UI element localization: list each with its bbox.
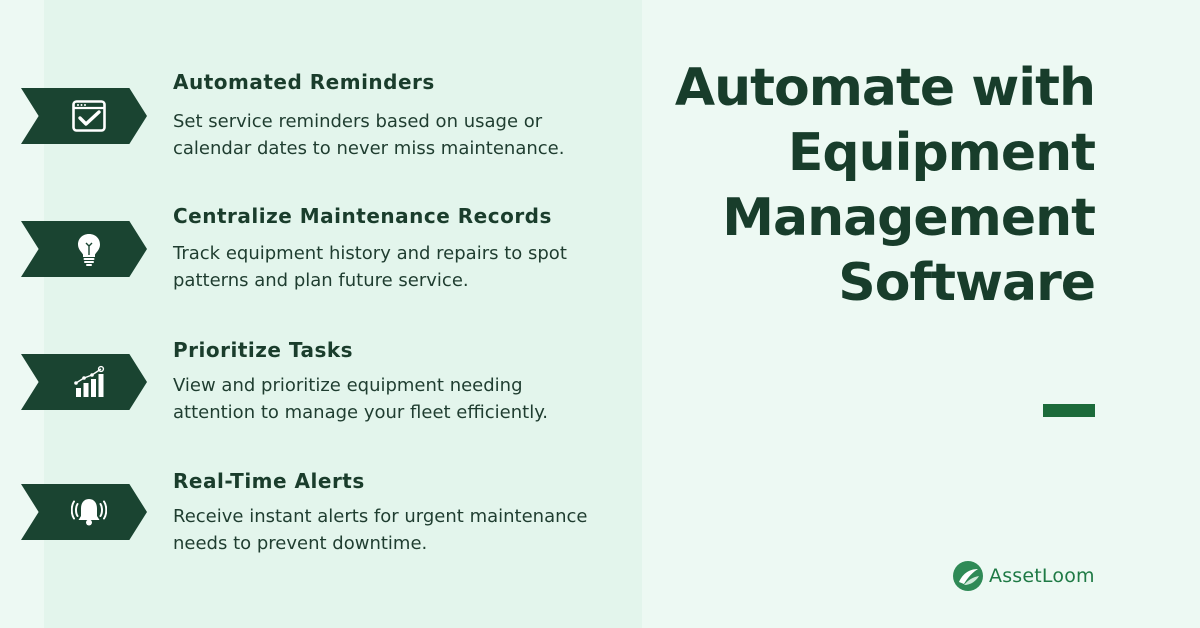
- feature-title: Automated Reminders: [173, 70, 435, 94]
- feature-description: [173, 108, 613, 162]
- feature-title: Real-Time Alerts: [173, 469, 365, 493]
- feature-description: [173, 240, 613, 294]
- feature-badge: [21, 354, 147, 410]
- page-title: [575, 56, 1095, 316]
- feature-description-line: calendar dates to never miss maintenance.: [173, 138, 565, 159]
- feature-title: Centralize Maintenance Records: [173, 204, 552, 228]
- feature-description-line: needs to prevent downtime.: [173, 533, 428, 554]
- feature-title: Prioritize Tasks: [173, 338, 354, 362]
- growth-chart-icon: [71, 364, 107, 400]
- feature-description-line: Receive instant alerts for urgent maintenance: [173, 506, 588, 527]
- feature-description-line: View and prioritize equipment needing: [173, 375, 523, 396]
- page-title-line: Software: [838, 253, 1095, 313]
- calendar-check-icon: [71, 98, 107, 134]
- feature-badge: [21, 221, 147, 277]
- bell-alert-icon: [71, 494, 107, 530]
- feature-description: [173, 503, 613, 557]
- page-title-line: Management: [722, 188, 1095, 248]
- feature-description-line: Set service reminders based on usage or: [173, 111, 543, 132]
- feature-badge: [21, 484, 147, 540]
- brand-name: AssetLoom: [989, 565, 1095, 587]
- feature-description: [173, 372, 613, 426]
- accent-bar: [1043, 404, 1095, 417]
- assetloom-logo-icon: [952, 560, 984, 592]
- feature-description-line: patterns and plan future service.: [173, 270, 469, 291]
- feature-badge: [21, 88, 147, 144]
- page-title-line: Equipment: [787, 123, 1095, 183]
- feature-description-line: attention to manage your fleet efficiently.: [173, 402, 549, 423]
- brand-logo: [952, 560, 1095, 592]
- page-title-line: Automate with: [674, 58, 1095, 118]
- feature-description-line: Track equipment history and repairs to spot: [173, 243, 567, 264]
- lightbulb-icon: [71, 231, 107, 267]
